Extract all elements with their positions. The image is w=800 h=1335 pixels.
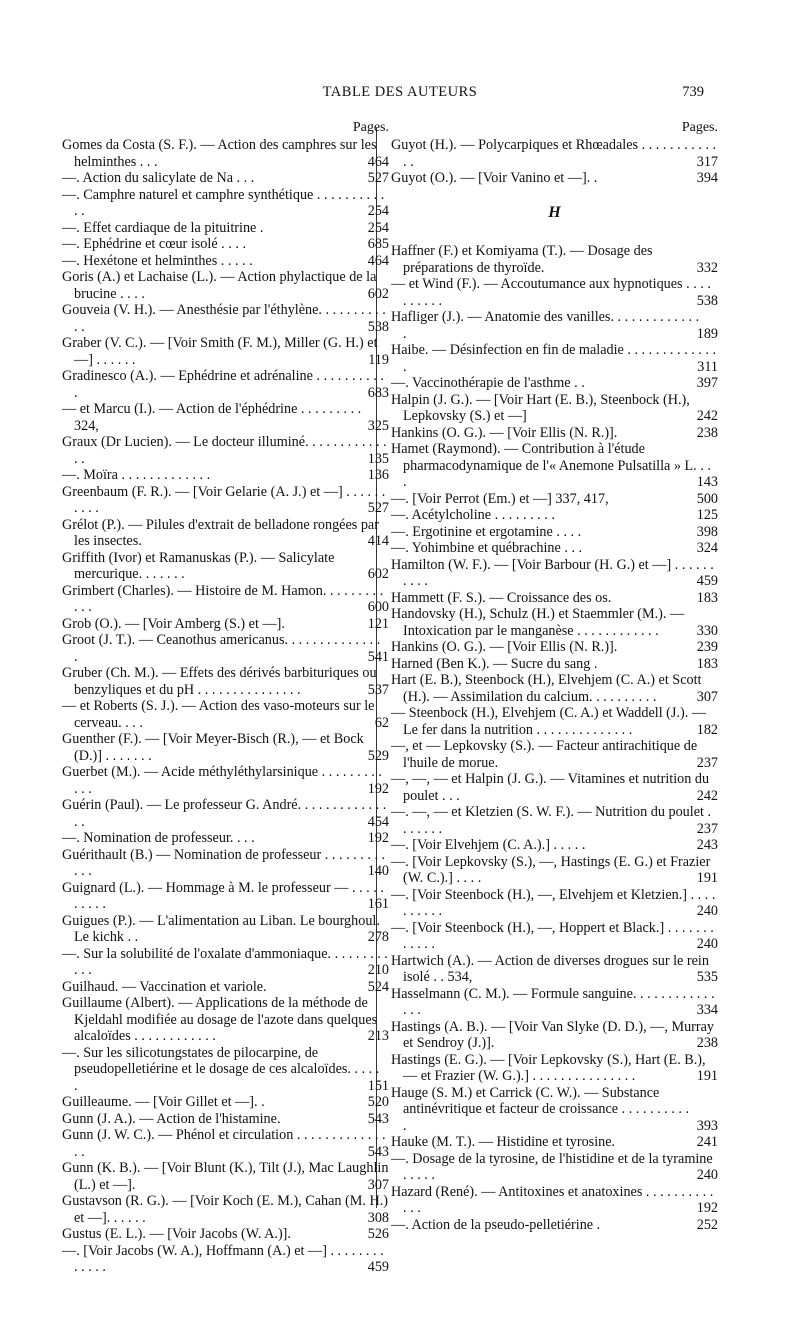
entry-page: 307: [696, 688, 718, 705]
entry-page: 330: [696, 622, 718, 639]
index-entry: [391, 672, 718, 705]
index-entry: [62, 995, 389, 1045]
index-entry: [62, 698, 389, 731]
index-entry: [62, 1160, 389, 1193]
entry-page: 241: [696, 1134, 718, 1150]
entry-page: 541: [367, 648, 389, 665]
entry-text: Haffner (F.) et Komiyama (T.). — Dosage des préparations de thyroïde.: [391, 243, 653, 276]
index-entry: [62, 253, 389, 270]
index-entry: [62, 401, 389, 434]
entry-page: 237: [696, 820, 718, 837]
index-entry: [391, 953, 718, 986]
entry-page: 685: [367, 236, 389, 252]
entry-page: 602: [367, 566, 389, 582]
entry-page: 538: [367, 318, 389, 335]
index-entry: [391, 738, 718, 771]
left-entry-list: [62, 137, 389, 1276]
entry-text: Harned (Ben K.). — Sucre du sang .: [391, 655, 598, 672]
entry-text: Guigues (P.). — L'alimentation au Liban. Le bourghoul. Le kichk . .: [62, 912, 380, 945]
entry-text: Hankins (O. G.). — [Voir Ellis (N. R.)].: [391, 424, 618, 441]
entry-text: Hamet (Raymond). — Contribution à l'étude pharmacodynamique de l'« Anemone Pulsatilla » L. . . .: [391, 441, 711, 490]
entry-page: 398: [696, 523, 718, 540]
index-entry: [62, 1045, 389, 1095]
entry-text: Hazard (René). — Antitoxines et anatoxines . . . . . . . . . . . . .: [391, 1183, 714, 1216]
entry-page: 121: [367, 615, 389, 632]
entry-page: 183: [696, 589, 718, 606]
entry-text: —. Sur la solubilité de l'oxalate d'ammoniaque. . . . . . . . . . . .: [62, 945, 388, 978]
entry-text: Hauke (M. T.). — Histidine et tyrosine.: [391, 1134, 616, 1150]
entry-text: Guyot (O.). — [Voir Vanino et —]. .: [391, 170, 598, 186]
entry-text: Grélot (P.). — Pilules d'extrait de belladone rongées par les insectes.: [62, 516, 379, 549]
entry-text: Guerbet (M.). — Acide méthyléthylarsinique . . . . . . . . . . . .: [62, 764, 382, 797]
index-entry: [62, 1226, 389, 1243]
index-entry: [62, 236, 389, 253]
entry-text: —. [Voir Steenbock (H.), —, Elvehjem et Kletzien.] . . . . . . . . . .: [391, 886, 716, 919]
entry-text: —. Effet cardiaque de la pituitrine .: [62, 219, 264, 236]
entry-text: Guérithault (B.) — Nomination de professeur . . . . . . . . . . . .: [62, 846, 386, 879]
index-entry: [391, 1134, 718, 1151]
page-title: TABLE DES AUTEURS: [322, 84, 478, 100]
entry-page: 393: [696, 1117, 718, 1134]
index-entry: [391, 1217, 718, 1234]
entry-text: Guenther (F.). — [Voir Meyer-Bisch (R.), — et Bock (D.)] . . . . . . .: [62, 731, 364, 764]
entry-page: 464: [367, 252, 389, 269]
index-entry: [62, 830, 389, 847]
entry-page: 140: [367, 863, 389, 879]
index-entry: [62, 979, 389, 996]
index-entry: [62, 137, 389, 170]
index-entry: [62, 880, 389, 913]
index-entry: [62, 797, 389, 830]
entry-page: 191: [696, 1068, 718, 1084]
entry-page: 538: [696, 292, 718, 309]
index-entry: [391, 375, 718, 392]
entry-page: 325: [367, 417, 389, 434]
index-entry: [391, 392, 718, 425]
index-entry: [391, 276, 718, 309]
entry-page: 242: [696, 787, 718, 804]
index-entry: [391, 639, 718, 656]
entry-page: 237: [696, 754, 718, 771]
entry-text: —. [Voir Lepkovsky (S.), —, Hastings (E. G.) et Frazier (W. C.).] . . . .: [391, 853, 711, 886]
entry-page: 602: [367, 285, 389, 302]
index-entry: [62, 220, 389, 237]
index-entry: [391, 557, 718, 590]
entry-text: —. Ergotinine et ergotamine . . . .: [391, 523, 582, 540]
index-entry: [391, 540, 718, 557]
entry-text: Guyot (H.). — Polycarpiques et Rhœadales . . . . . . . . . . . . .: [391, 137, 717, 170]
index-entry: [391, 1151, 718, 1184]
entry-page: 324: [696, 540, 718, 556]
index-entry: [62, 1094, 389, 1111]
entry-page: 254: [367, 219, 389, 236]
index-entry: [62, 269, 389, 302]
index-entry: [391, 590, 718, 607]
entry-text: Gustus (E. L.). — [Voir Jacobs (W. A.)].: [62, 1226, 291, 1242]
entry-page: 464: [367, 153, 389, 170]
index-entry: [391, 1085, 718, 1135]
right-h-entry-list: [391, 243, 718, 1233]
entry-page: 520: [367, 1094, 389, 1110]
entry-text: Goris (A.) et Lachaise (L.). — Action phylactique de la brucine . . . .: [62, 269, 377, 302]
entry-text: Gustavson (R. G.). — [Voir Koch (E. M.), Cahan (M. H.) et —]. . . . . .: [62, 1193, 389, 1226]
entry-page: 136: [367, 467, 389, 483]
entry-text: Griffith (Ivor) et Ramanuskas (P.). — Salicylate mercurique. . . . . . .: [62, 549, 335, 582]
index-entry: [62, 847, 389, 880]
entry-text: Greenbaum (F. R.). — [Voir Gelarie (A. J.) et —] . . . . . . . . . .: [62, 483, 386, 516]
index-entry: [391, 887, 718, 920]
right-column: [391, 120, 718, 1233]
index-entry: [62, 302, 389, 335]
index-entry: [391, 137, 718, 170]
entry-page: 527: [367, 170, 389, 186]
entry-text: Haibe. — Désinfection en fin de maladie . . . . . . . . . . . . . .: [391, 342, 717, 375]
page-number: 739: [682, 84, 704, 100]
entry-text: Graber (V. C.). — [Voir Smith (F. M.), Miller (G. H.) et —] . . . . . .: [62, 335, 378, 368]
entry-text: Gouveia (V. H.). — Anesthésie par l'éthylène. . . . . . . . . . . .: [62, 302, 386, 335]
entry-text: —, et — Lepkovsky (S.). — Facteur antirachitique de l'huile de morue.: [391, 738, 698, 771]
entry-page: 317: [696, 153, 718, 170]
entry-page: 183: [696, 655, 718, 672]
index-entry: [391, 342, 718, 375]
entry-text: — Steenbock (H.), Elvehjem (C. A.) et Waddell (J.). — Le fer dans la nutrition . . . . . . . . . . . . . .: [391, 705, 706, 738]
entry-text: —. [Voir Jacobs (W. A.), Hoffmann (A.) et —] . . . . . . . . . . . . .: [62, 1242, 384, 1275]
index-entry: [62, 946, 389, 979]
index-entry: [62, 731, 389, 764]
index-entry: [62, 170, 389, 187]
pages-label: Pages.: [352, 120, 389, 135]
index-entry: [62, 335, 389, 368]
entry-text: Guillaume (Albert). — Applications de la méthode de Kjeldahl modifiée au dosage de l'azote dans quelques alcaloïdes . . . . . . . . . . . .: [62, 995, 378, 1044]
entry-text: Grob (O.). — [Voir Amberg (S.) et —].: [62, 615, 285, 632]
section-letter: H: [548, 203, 561, 221]
entry-text: —. Sur les silicotungstates de pilocarpine, de pseudopelletiérine et le dosage de ces alcaloïdes. . . . . .: [62, 1044, 380, 1094]
entry-text: —. [Voir Elvehjem (C. A.).] . . . . .: [391, 837, 586, 853]
entry-text: Handovsky (H.), Schulz (H.) et Staemmler (M.). — Intoxication par le manganèse . . . . . . . . . . . .: [391, 606, 685, 639]
entry-text: —. Action de la pseudo-pelletiérine .: [391, 1216, 601, 1233]
entry-page: 254: [367, 203, 389, 219]
entry-text: Graux (Dr Lucien). — Le docteur illuminé. . . . . . . . . . . . . .: [62, 434, 387, 467]
entry-text: Guignard (L.). — Hommage à M. le professeur — . . . . . . . . . .: [62, 879, 384, 912]
entry-text: —. —, — et Kletzien (S. W. F.). — Nutrition du poulet . . . . . . .: [391, 804, 712, 837]
entry-page: 529: [367, 747, 389, 764]
index-entry: [391, 170, 718, 187]
index-entry: [391, 920, 718, 953]
entry-text: Guérin (Paul). — Le professeur G. André. . . . . . . . . . . . . . .: [62, 797, 387, 830]
entry-page: 526: [367, 1226, 389, 1242]
index-entry: [391, 425, 718, 442]
entry-text: —, —, — et Halpin (J. G.). — Vitamines et nutrition du poulet . . .: [391, 771, 710, 804]
entry-page: 242: [696, 408, 718, 424]
entry-text: Hafliger (J.). — Anatomie des vanilles. . . . . . . . . . . . . .: [391, 309, 700, 342]
entry-page: 243: [696, 837, 718, 853]
left-column: [62, 120, 389, 1276]
entry-page: 527: [367, 500, 389, 516]
index-entry: [62, 187, 389, 220]
entry-text: —. Acétylcholine . . . . . . . . .: [391, 507, 555, 523]
entry-text: — et Roberts (S. J.). — Action des vaso-moteurs sur le cerveau. . . .: [62, 698, 375, 731]
entry-page: 191: [696, 870, 718, 886]
entry-text: Gunn (J. A.). — Action de l'histamine.: [62, 1110, 281, 1127]
entry-text: —. Yohimbine et québrachine . . .: [391, 540, 583, 556]
entry-page: 135: [367, 450, 389, 467]
entry-page: 182: [696, 721, 718, 738]
index-entry: [391, 1184, 718, 1217]
entry-page: 543: [367, 1143, 389, 1160]
entry-text: — et Marcu (I.). — Action de l'éphédrine . . . . . . . . . 324,: [62, 401, 362, 434]
entry-page: 119: [368, 351, 389, 368]
entry-page: 535: [696, 969, 718, 985]
index-entry: [62, 1243, 389, 1276]
entry-text: Hamilton (W. F.). — [Voir Barbour (H. G.) et —] . . . . . . . . . .: [391, 556, 714, 589]
entry-page: 311: [697, 358, 718, 375]
entry-page: 600: [367, 599, 389, 615]
entry-page: 308: [367, 1209, 389, 1226]
entry-page: 278: [367, 929, 389, 945]
index-entry: [62, 467, 389, 484]
index-entry: [62, 1127, 389, 1160]
index-entry: [62, 484, 389, 517]
entry-text: —. Vaccinothérapie de l'asthme . .: [391, 375, 585, 391]
entry-page: 459: [696, 573, 718, 589]
entry-page: 334: [696, 1002, 718, 1018]
entry-text: —. Ephédrine et cœur isolé . . . .: [62, 236, 246, 252]
entry-text: —. [Voir Steenbock (H.), —, Hoppert et Black.] . . . . . . . . . . . .: [391, 919, 714, 952]
entry-page: 192: [367, 830, 389, 846]
entry-text: —. Moïra . . . . . . . . . . . . .: [62, 467, 211, 483]
index-entry: [62, 434, 389, 467]
entry-text: —. Action du salicylate de Na . . .: [62, 170, 255, 186]
index-entry: [62, 1111, 389, 1128]
index-entry: [62, 517, 389, 550]
index-entry: [62, 368, 389, 401]
page-header: [0, 84, 800, 110]
index-entry: [62, 616, 389, 633]
entry-page: 151: [367, 1077, 389, 1094]
entry-text: —. Hexétone et helminthes . . . . .: [62, 252, 253, 269]
entry-text: —. Nomination de professeur. . . .: [62, 830, 255, 846]
entry-text: Hankins (O. G.). — [Voir Ellis (N. R.)].: [391, 639, 618, 655]
index-entry: [391, 771, 718, 804]
entry-text: Gunn (J. W. C.). — Phénol et circulation . . . . . . . . . . . . . . .: [62, 1127, 386, 1160]
index-entry: [62, 913, 389, 946]
index-entry: [62, 764, 389, 797]
entry-page: 161: [367, 896, 389, 912]
entry-text: Guilleaume. — [Voir Gillet et —]. .: [62, 1094, 265, 1110]
entry-page: 240: [696, 1167, 718, 1183]
entry-page: 213: [367, 1028, 389, 1044]
entry-text: —. [Voir Perrot (Em.) et —] 337, 417,: [391, 490, 609, 507]
entry-text: Hasselmann (C. M.). — Formule sanguine. . . . . . . . . . . . . . .: [391, 985, 715, 1018]
entry-text: —. Camphre naturel et camphre synthétique . . . . . . . . . . . .: [62, 186, 385, 219]
index-entry: [62, 665, 389, 698]
entry-page: 307: [367, 1176, 389, 1193]
entry-text: —. Dosage de la tyrosine, de l'histidine et de la tyramine . . . . .: [391, 1150, 713, 1183]
pages-label: Pages.: [681, 120, 718, 135]
entry-page: 683: [367, 384, 389, 401]
index-entry: [391, 837, 718, 854]
index-entry: [62, 632, 389, 665]
entry-text: Hammett (F. S.). — Croissance des os.: [391, 589, 612, 606]
entry-page: 125: [696, 507, 718, 523]
index-entry: [391, 491, 718, 508]
index-entry: [391, 441, 718, 491]
entry-text: Hartwich (A.). — Action de diverses drogues sur le rein isolé . . 534,: [391, 952, 709, 985]
index-entry: [391, 1019, 718, 1052]
entry-page: 143: [696, 474, 718, 490]
entry-page: 537: [367, 681, 389, 698]
entry-page: 500: [696, 490, 718, 507]
entry-text: Hart (E. B.), Steenbock (H.), Elvehjem (C. A.) et Scott (H.). — Assimilation du calcium. . . . . . . . . .: [391, 672, 702, 705]
entry-text: Groot (J. T.). — Ceanothus americanus. . . . . . . . . . . . . . .: [62, 632, 381, 665]
index-entry: [391, 656, 718, 673]
index-entry: [391, 1052, 718, 1085]
entry-page: 240: [696, 936, 718, 952]
entry-text: Halpin (J. G.). — [Voir Hart (E. B.), Steenbock (H.), Lepkovsky (S.) et —]: [391, 391, 690, 424]
entry-page: 62: [374, 714, 389, 731]
index-entry: [391, 854, 718, 887]
entry-text: Gruber (Ch. M.). — Effets des dérivés barbituriques ou benzyliques et du pH . . . . . . . . . . . . . . .: [62, 665, 377, 698]
index-entry: [62, 583, 389, 616]
index-entry: [391, 309, 718, 342]
index-entry: [391, 507, 718, 524]
entry-page: 394: [696, 170, 718, 186]
entry-text: Guilhaud. — Vaccination et variole.: [62, 978, 267, 995]
index-entry: [391, 524, 718, 541]
entry-page: 210: [367, 962, 389, 978]
index-entry: [391, 243, 718, 276]
entry-text: Hauge (S. M.) et Carrick (C. W.). — Substance antinévritique et facteur de croissance . . . . . . . . . . .: [391, 1084, 690, 1134]
entry-text: Gradinesco (A.). — Ephédrine et adrénaline . . . . . . . . . . .: [62, 368, 384, 401]
entry-text: Hastings (A. B.). — [Voir Van Slyke (D. D.), —, Murray et Sendroy (J.)].: [391, 1018, 714, 1051]
entry-text: — et Wind (F.). — Accoutumance aux hypnotiques . . . . . . . . . .: [391, 276, 711, 309]
entry-page: 252: [696, 1216, 718, 1233]
index-entry: [391, 705, 718, 738]
entry-page: 192: [696, 1200, 718, 1216]
entry-page: 414: [367, 533, 389, 549]
right-g-entry-list: [391, 137, 718, 187]
entry-text: Gomes da Costa (S. F.). — Action des camphres sur les helminthes . . .: [62, 137, 377, 170]
entry-page: 332: [696, 259, 718, 276]
entry-page: 524: [367, 978, 389, 995]
index-entry: [62, 1193, 389, 1226]
entry-page: 238: [696, 424, 718, 441]
entry-page: 397: [696, 375, 718, 391]
entry-page: 459: [367, 1259, 389, 1275]
index-entry: [391, 986, 718, 1019]
entry-page: 454: [367, 813, 389, 830]
entry-page: 192: [367, 780, 389, 797]
entry-text: Grimbert (Charles). — Histoire de M. Hamon. . . . . . . . . . . .: [62, 582, 384, 615]
entry-page: 240: [696, 903, 718, 919]
entry-page: 238: [696, 1035, 718, 1051]
entry-text: Gunn (K. B.). — [Voir Blunt (K.), Tilt (J.), Mac Laughlin (L.) et —].: [62, 1160, 389, 1193]
index-entry: [391, 606, 718, 639]
entry-page: 239: [696, 639, 718, 655]
entry-text: Hastings (E. G.). — [Voir Lepkovsky (S.), Hart (E. B.), — et Frazier (W. G.).] . . . . . . . . . . . . . . .: [391, 1051, 706, 1084]
index-entry: [391, 804, 718, 837]
index-entry: [62, 550, 389, 583]
entry-page: 543: [367, 1110, 389, 1127]
entry-page: 189: [696, 325, 718, 342]
